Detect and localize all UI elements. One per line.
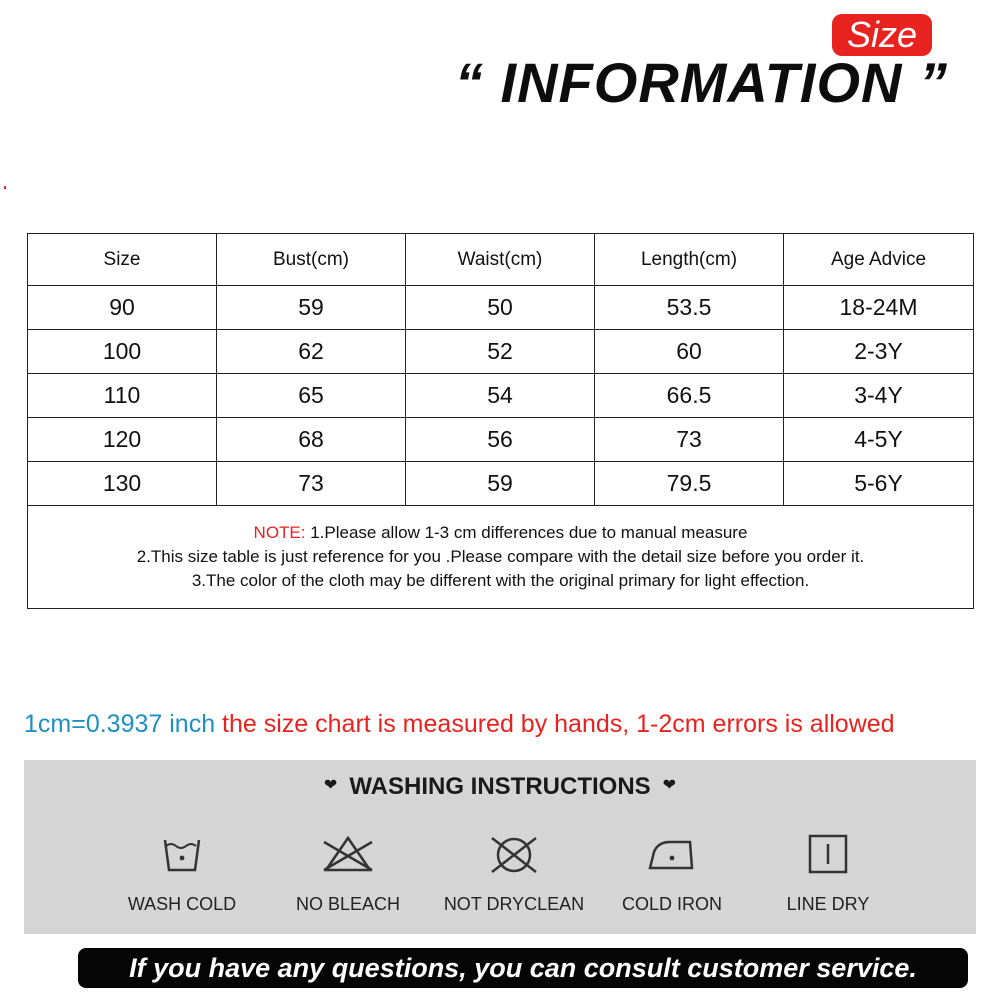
cell-size: 130 bbox=[28, 462, 217, 506]
wash-label: NOT DRYCLEAN bbox=[443, 894, 585, 914]
cell-length: 53.5 bbox=[595, 286, 784, 330]
size-badge: Size bbox=[832, 14, 932, 56]
cell-waist: 59 bbox=[406, 462, 595, 506]
note-text-1: 1.Please allow 1-3 cm differences due to manual measure bbox=[305, 523, 748, 542]
cell-bust: 62 bbox=[217, 330, 406, 374]
table-row bbox=[28, 418, 974, 462]
header bbox=[0, 0, 1000, 130]
cell-age: 3-4Y bbox=[784, 374, 974, 418]
cell-size: 90 bbox=[28, 286, 217, 330]
wash-item-line-dry bbox=[743, 832, 913, 922]
line-dry-icon bbox=[806, 832, 850, 876]
cell-size: 120 bbox=[28, 418, 217, 462]
cell-length: 66.5 bbox=[595, 374, 784, 418]
decorative-dot bbox=[4, 186, 6, 189]
heart-icon: ❤ bbox=[323, 776, 338, 794]
wash-cold-icon bbox=[159, 832, 205, 876]
wash-item-no-bleach bbox=[263, 832, 433, 922]
washing-title: WASHING INSTRUCTIONS bbox=[349, 773, 651, 800]
cold-iron-icon bbox=[646, 832, 698, 876]
wash-item-wash-cold bbox=[97, 832, 267, 922]
cell-waist: 54 bbox=[406, 374, 595, 418]
table-row bbox=[28, 286, 974, 330]
conversion-note bbox=[24, 706, 984, 742]
cell-bust: 68 bbox=[217, 418, 406, 462]
cell-bust: 73 bbox=[217, 462, 406, 506]
cell-age: 18-24M bbox=[784, 286, 974, 330]
notes-cell bbox=[28, 506, 974, 609]
note-line-1 bbox=[28, 521, 973, 545]
heart-icon: ❤ bbox=[662, 776, 677, 794]
cell-size: 100 bbox=[28, 330, 217, 374]
cell-size: 110 bbox=[28, 374, 217, 418]
customer-service-banner: If you have any questions, you can consult customer service. bbox=[78, 948, 968, 988]
header-cell-length: Length(cm) bbox=[595, 234, 784, 286]
cell-waist: 56 bbox=[406, 418, 595, 462]
washing-panel bbox=[24, 760, 976, 934]
measurement-disclaimer: the size chart is measured by hands, 1-2cm errors is allowed bbox=[215, 710, 895, 738]
table-row bbox=[28, 374, 974, 418]
wash-label: LINE DRY bbox=[786, 894, 870, 914]
cell-length: 60 bbox=[595, 330, 784, 374]
cell-length: 73 bbox=[595, 418, 784, 462]
cell-length: 79.5 bbox=[595, 462, 784, 506]
cell-waist: 50 bbox=[406, 286, 595, 330]
page-title: “ INFORMATION ” bbox=[455, 51, 949, 114]
size-table bbox=[27, 233, 974, 609]
cell-age: 4-5Y bbox=[784, 418, 974, 462]
no-dryclean-icon bbox=[486, 832, 542, 876]
table-row bbox=[28, 330, 974, 374]
note-label: NOTE: bbox=[253, 523, 306, 542]
conversion-ratio: 1cm=0.3937 inch bbox=[24, 710, 216, 738]
cell-age: 2-3Y bbox=[784, 330, 974, 374]
cell-age: 5-6Y bbox=[784, 462, 974, 506]
header-cell-bust: Bust(cm) bbox=[217, 234, 406, 286]
table-row bbox=[28, 462, 974, 506]
no-bleach-icon bbox=[320, 832, 376, 876]
wash-label: WASH COLD bbox=[127, 894, 237, 914]
header-cell-age: Age Advice bbox=[784, 234, 974, 286]
wash-label: COLD IRON bbox=[621, 894, 722, 914]
note-line-2: 2.This size table is just reference for you .Please compare with the detail size before you order it. bbox=[136, 547, 865, 566]
cell-bust: 65 bbox=[217, 374, 406, 418]
note-line-3: 3.The color of the cloth may be different with the original primary for light effection. bbox=[191, 571, 810, 590]
wash-item-not-dryclean bbox=[429, 832, 599, 922]
wash-item-cold-iron bbox=[587, 832, 757, 922]
cell-waist: 52 bbox=[406, 330, 595, 374]
header-cell-size: Size bbox=[28, 234, 217, 286]
table-header-row bbox=[28, 234, 974, 286]
washing-title-row bbox=[24, 770, 976, 804]
notes-row bbox=[28, 506, 974, 609]
header-cell-waist: Waist(cm) bbox=[406, 234, 595, 286]
wash-label: NO BLEACH bbox=[295, 894, 401, 914]
cell-bust: 59 bbox=[217, 286, 406, 330]
